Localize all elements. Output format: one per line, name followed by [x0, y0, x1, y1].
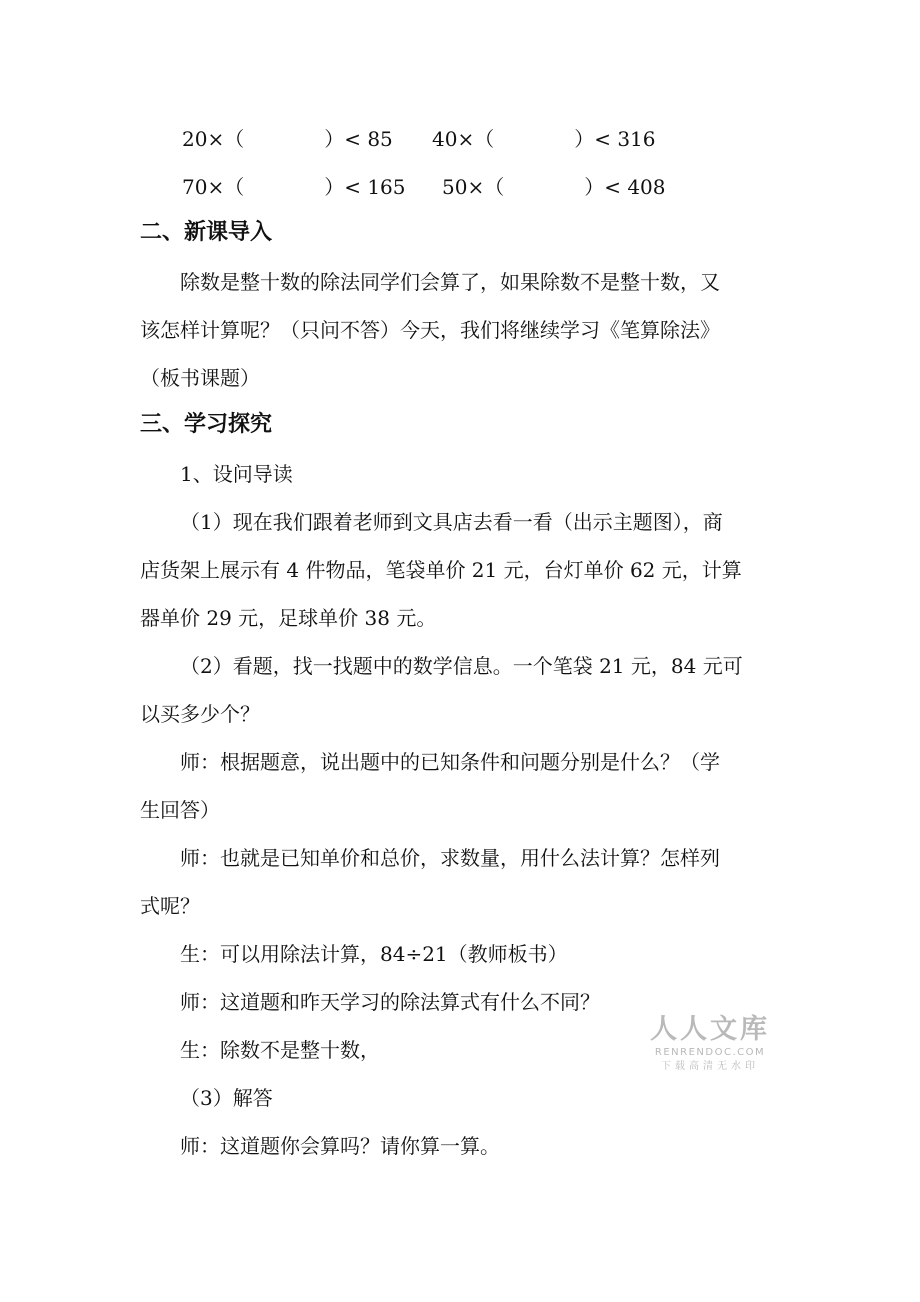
paragraph-line: 以买多少个？: [140, 702, 260, 726]
paragraph-line: （3）解答: [180, 1086, 273, 1110]
paragraph-line: 除数是整十数的除法同学们会算了，如果除数不是整十数，又: [180, 270, 720, 294]
inequality-1: 20×（ ）< 85: [182, 127, 393, 151]
inequality-3: 70×（ ）< 165: [182, 175, 406, 199]
paragraph-line: 生：除数不是整十数，: [180, 1038, 380, 1062]
watermark-url: RENRENDOC.COM: [654, 1047, 766, 1058]
section-heading-inquiry: 三、学习探究: [140, 412, 273, 437]
subheading-guided-reading: 1、设问导读: [180, 462, 293, 486]
paragraph-line: （板书课题）: [140, 366, 260, 390]
watermark-title: 人人文库: [650, 1014, 770, 1045]
paragraph-line: 生：可以用除法计算，84÷21（教师板书）: [180, 942, 568, 966]
watermark-logo: [648, 1014, 772, 1074]
paragraph-line: 师：根据题意，说出题中的已知条件和问题分别是什么？（学: [180, 750, 720, 774]
paragraph-line: （2）看题，找一找题中的数学信息。一个笔袋 21 元，84 元可: [180, 654, 743, 678]
paragraph-line: 式呢？: [140, 894, 200, 918]
inequality-2: 40×（ ）< 316: [432, 127, 656, 151]
paragraph-line: （1）现在我们跟着老师到文具店去看一看（出示主题图），商: [180, 510, 723, 534]
paragraph-line: 店货架上展示有 4 件物品，笔袋单价 21 元，台灯单价 62 元，计算: [140, 558, 742, 582]
inequality-4: 50×（ ）< 408: [442, 175, 666, 199]
paragraph-line: 师：这道题和昨天学习的除法算式有什么不同？: [180, 990, 600, 1014]
paragraph-line: 师：这道题你会算吗？请你算一算。: [180, 1134, 500, 1158]
paragraph-line: 师：也就是已知单价和总价，求数量，用什么法计算？怎样列: [180, 846, 720, 870]
section-heading-new-lesson: 二、新课导入: [140, 220, 273, 245]
paragraph-line: 器单价 29 元，足球单价 38 元。: [140, 606, 437, 630]
watermark-subtitle: 下载高清无水印: [661, 1061, 759, 1072]
paragraph-line: 生回答）: [140, 798, 220, 822]
paragraph-line: 该怎样计算呢？（只问不答）今天，我们将继续学习《笔算除法》: [140, 318, 720, 342]
